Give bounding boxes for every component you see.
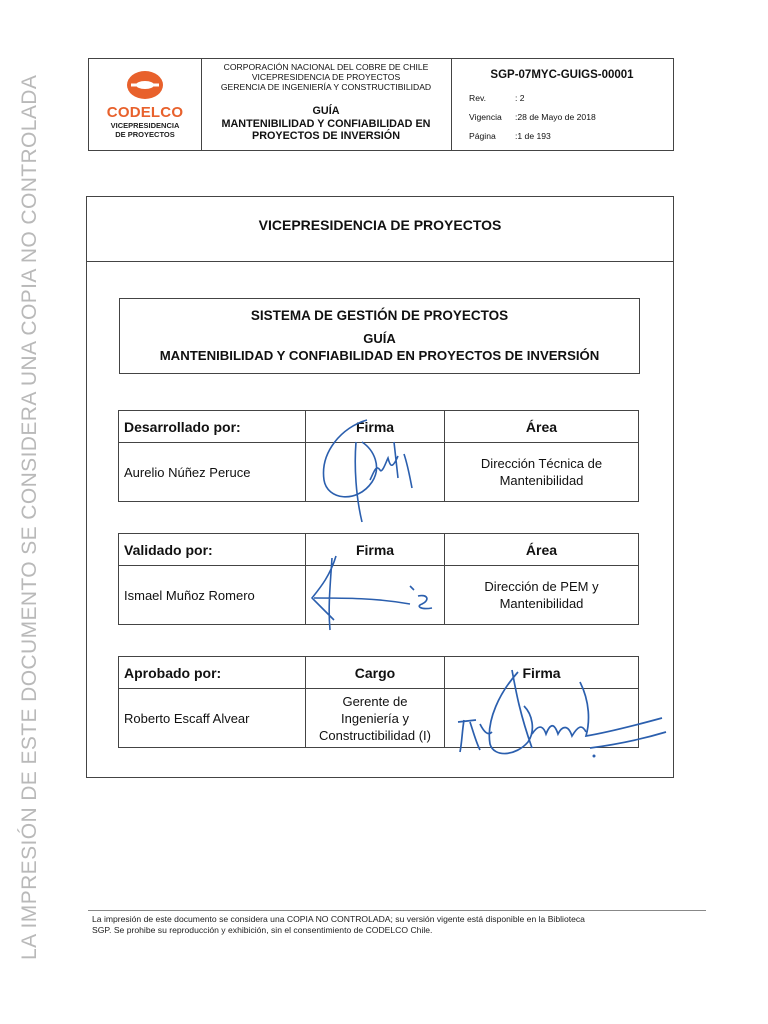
vicepresidency-title: VICEPRESIDENCIA DE PROYECTOS (258, 217, 502, 233)
document-code: SGP-07MYC-GUIGS-00001 (490, 69, 634, 81)
system-doc-title: MANTENIBILIDAD Y CONFIABILIDAD EN PROYECTOS DE INVERSIÓN (159, 348, 600, 363)
header-meta-block (451, 59, 673, 150)
footer-divider (88, 910, 706, 911)
logo-wordmark: CODELCO (106, 104, 184, 121)
developer-area: Dirección Técnica de Mantenibilidad (445, 443, 639, 502)
developer-name: Aurelio Núñez Peruce (119, 443, 306, 502)
approved-header: Aprobado por: (119, 657, 306, 689)
divider (87, 261, 673, 262)
area-header: Área (445, 411, 639, 443)
revision-row: Rev. : 2 (469, 93, 525, 103)
validator-name: Ismael Muñoz Romero (119, 566, 306, 625)
organization-lines: CORPORACIÓN NACIONAL DEL COBRE DE CHILE VICEPRESIDENCIA DE PROYECTOS GERENCIA DE INGENIERÍA Y CONSTRUCTIBILIDAD (220, 62, 432, 93)
approver-name: Roberto Escaff Alvear (119, 689, 306, 748)
vigencia-row: Vigencia :28 de Mayo de 2018 (469, 112, 596, 122)
developed-header: Desarrollado por: (119, 411, 306, 443)
page-row: Página :1 de 193 (469, 131, 551, 141)
approver-signature (440, 662, 668, 762)
cargo-header: Cargo (306, 657, 445, 689)
system-name: SISTEMA DE GESTIÓN DE PROYECTOS (250, 308, 509, 323)
validated-header: Validado por: (119, 534, 306, 566)
signature-header: Firma (306, 534, 445, 566)
codelco-logo (89, 59, 202, 150)
footer-notice: La impresión de este documento se considera una COPIA NO CONTROLADA; su versión vigente está disponible en la Biblioteca SGP. Se prohibe su reproducción y exhibición, sin el consentimiento de CODELCO Chile. (92, 914, 585, 935)
header-title-block (201, 59, 452, 150)
approver-cargo: Gerente de Ingeniería y Constructibilidad (I) (306, 689, 445, 748)
signature-header: Firma (306, 411, 445, 443)
watermark-text: LA IMPRESIÓN DE ESTE DOCUMENTO SE CONSIDERA UNA COPIA NO CONTROLADA (18, 74, 41, 960)
logo-subtitle: VICEPRESIDENCIA DE PROYECTOS (110, 121, 180, 139)
system-title-box (119, 298, 640, 374)
validator-area: Dirección de PEM y Mantenibilidad (445, 566, 639, 625)
system-doc-type: GUÍA (363, 331, 396, 346)
signature-header: Firma (445, 657, 639, 689)
validator-signature (306, 548, 446, 634)
developer-signature (312, 412, 422, 527)
document-title: GUÍA MANTENIBILIDAD Y CONFIABILIDAD EN PROYECTOS DE INVERSIÓN (221, 105, 431, 143)
codelco-emblem-icon (109, 67, 181, 103)
document-header (88, 58, 674, 151)
area-header: Área (445, 534, 639, 566)
